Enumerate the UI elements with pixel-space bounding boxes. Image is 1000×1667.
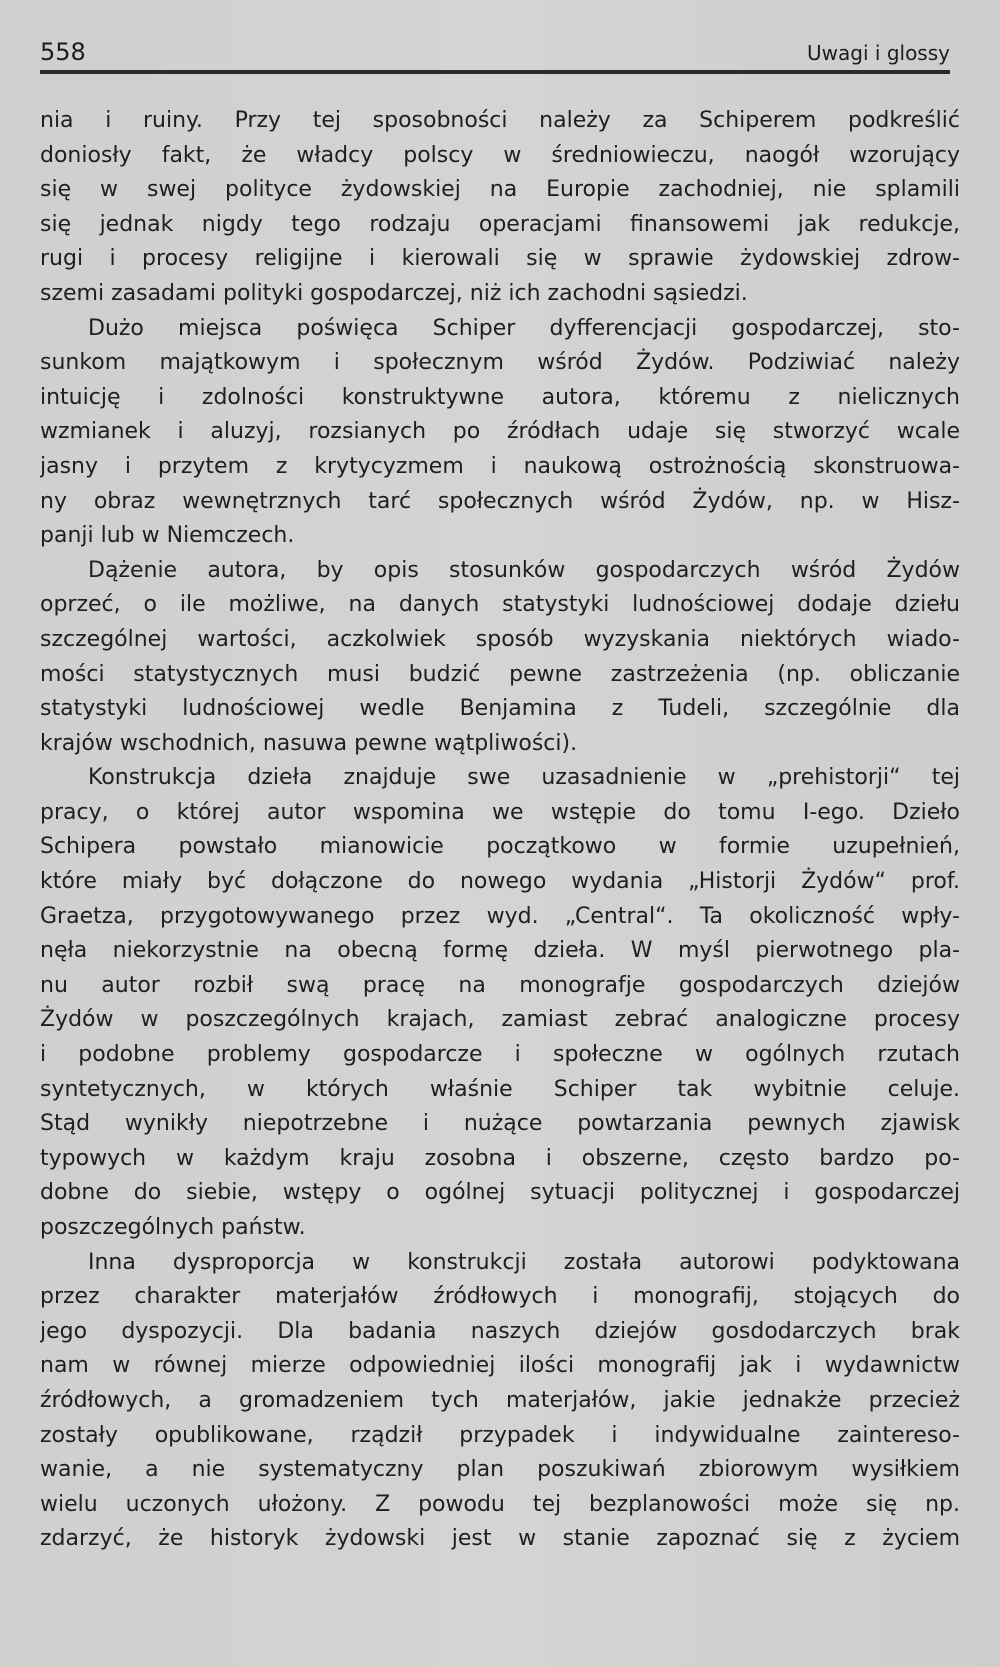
text-line: nam w równej mierze odpowiedniej ilości monografij jak i wydawnictw <box>40 1353 960 1379</box>
text-line: syntetycznych, w których właśnie Schiper tak wybitnie celuje. <box>40 1076 960 1102</box>
text-line: intuicję i zdolności konstruktywne autora, któremu z nielicznych <box>40 384 960 410</box>
page-header <box>40 38 950 72</box>
text-line: Konstrukcja dzieła znajduje swe uzasadnienie w „prehistorji“ tej <box>88 765 960 791</box>
text-line: wzmianek i aluzyj, rozsianych po źródłach udaje się stworzyć wcale <box>40 419 960 445</box>
text-line: zostały opublikowane, rządził przypadek i indywidualne zaintereso- <box>40 1422 960 1448</box>
body-text <box>40 104 960 1557</box>
text-line: rugi i procesy religijne i kierowali się w sprawie żydowskiej zdrow- <box>40 246 960 272</box>
text-line: dobne do siebie, wstępy o ogólnej sytuacji politycznej i gospodarczej <box>40 1180 960 1206</box>
text-line: oprzeć, o ile możliwe, na danych statystyki ludnościowej dodaje dziełu <box>40 592 960 618</box>
text-line: sunkom majątkowym i społecznym wśród Żydów. Podziwiać należy <box>40 350 960 376</box>
text-line: Dążenie autora, by opis stosunków gospodarczych wśród Żydów <box>88 557 960 583</box>
text-line: poszczególnych państw. <box>40 1215 306 1240</box>
text-line: wanie, a nie systematyczny plan poszukiwań zbiorowym wysiłkiem <box>40 1457 960 1483</box>
text-line: przez charakter materjałów źródłowych i monografij, stojących do <box>40 1284 960 1310</box>
text-line: nęła niekorzystnie na obecną formę dzieła. W myśl pierwotnego pla- <box>40 938 960 964</box>
text-line: Schipera powstało mianowicie początkowo w formie uzupełnień, <box>40 834 960 860</box>
text-line: pracy, o której autor wspomina we wstępie do tomu I-ego. Dzieło <box>40 799 960 825</box>
text-line: i podobne problemy gospodarcze i społeczne w ogólnych rzutach <box>40 1042 960 1068</box>
text-line: nu autor rozbił swą pracę na monografje gospodarczych dziejów <box>40 972 960 998</box>
text-line: się w swej polityce żydowskiej na Europie zachodniej, nie splamili <box>40 177 960 203</box>
text-line: krajów wschodnich, nasuwa pewne wątpliwości). <box>40 730 578 756</box>
text-line: typowych w każdym kraju zosobna i obszerne, często bardzo po- <box>40 1145 960 1171</box>
text-line: szczególnej wartości, aczkolwiek sposób wyzyskania niektórych wiado- <box>40 626 960 652</box>
text-line: Graetza, przygotowywanego przez wyd. „Central“. Ta okoliczność wpły- <box>40 903 960 929</box>
header-rule <box>40 70 950 74</box>
text-line: jego dyspozycji. Dla badania naszych dziejów gosdodarczych brak <box>40 1318 960 1344</box>
text-line: które miały być dołączone do nowego wydania „Historji Żydów“ prof. <box>40 869 960 895</box>
text-line: źródłowych, a gromadzeniem tych materjałów, jakie jednakże przecież <box>40 1387 960 1413</box>
text-line: doniosły fakt, że władcy polscy w średniowieczu, naogół wzorujący <box>40 142 960 168</box>
text-line: zdarzyć, że historyk żydowski jest w stanie zapoznać się z życiem <box>40 1526 960 1552</box>
text-line: wielu uczonych ułożony. Z powodu tej bezplanowości może się np. <box>40 1491 960 1517</box>
text-line: ny obraz wewnętrznych tarć społecznych wśród Żydów, np. w Hisz- <box>40 488 960 514</box>
text-line: Żydów w poszczególnych krajach, zamiast zebrać analogiczne procesy <box>40 1007 960 1033</box>
text-line: Stąd wynikły niepotrzebne i nużące powtarzania pewnych zjawisk <box>40 1111 960 1137</box>
running-head: Uwagi i glossy <box>807 41 950 65</box>
text-line: Dużo miejsca poświęca Schiper dyfferencjacji gospodarczej, sto- <box>88 315 960 341</box>
text-line: jasny i przytem z krytycyzmem i naukową ostrożnością skonstruowa- <box>40 453 960 479</box>
text-line: szemi zasadami polityki gospodarczej, niż ich zachodni sąsiedzi. <box>40 280 748 306</box>
text-line: panji lub w Niemczech. <box>40 523 295 549</box>
text-line: mości statystycznych musi budzić pewne zastrzeżenia (np. obliczanie <box>40 661 960 687</box>
text-line: statystyki ludnościowej wedle Benjamina z Tudeli, szczególnie dla <box>40 696 960 722</box>
page-number: 558 <box>40 38 86 66</box>
text-line: się jednak nigdy tego rodzaju operacjami finansowemi jak redukcje, <box>40 211 960 237</box>
text-line: Inna dysproporcja w konstrukcji została autorowi podyktowana <box>88 1249 960 1275</box>
text-line: nia i ruiny. Przy tej sposobności należy za Schiperem podkreślić <box>40 108 960 133</box>
